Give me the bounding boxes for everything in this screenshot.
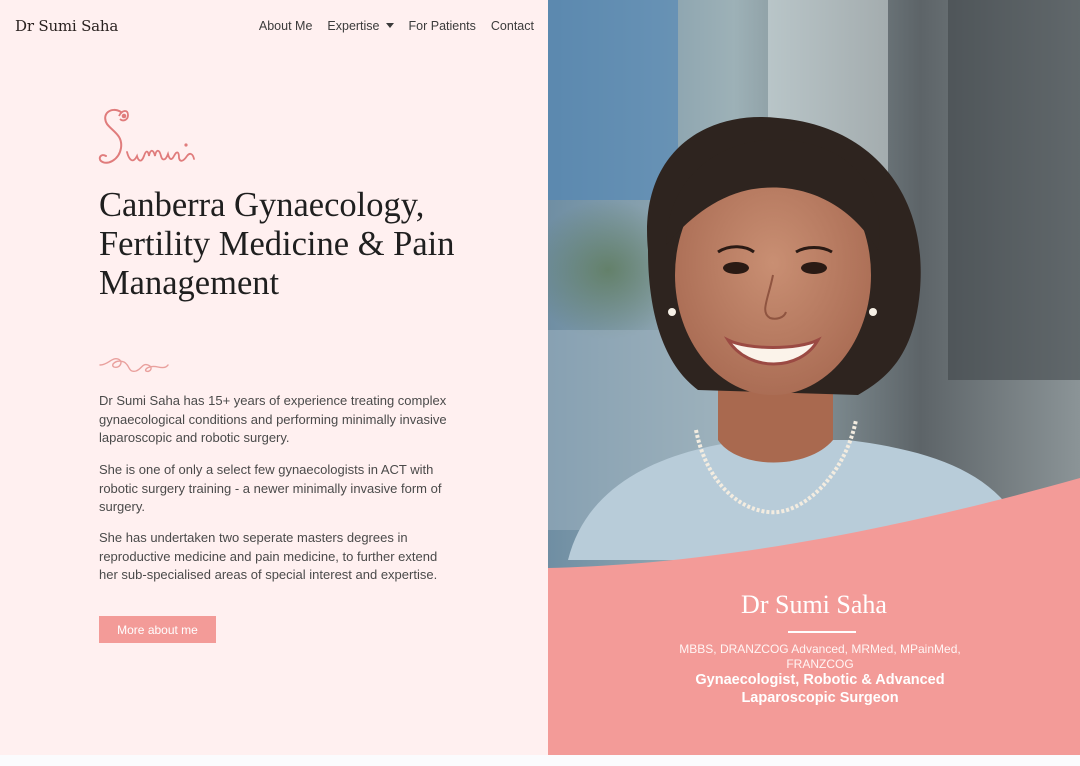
nav-for-patients[interactable]: For Patients bbox=[408, 19, 476, 33]
profile-role: Gynaecologist, Robotic & Advanced Laparoscopic Surgeon bbox=[695, 672, 945, 706]
profile-divider bbox=[788, 631, 856, 633]
nav-expertise-label: Expertise bbox=[327, 19, 380, 33]
nav-contact[interactable]: Contact bbox=[490, 19, 534, 33]
more-about-me-button[interactable]: More about me bbox=[99, 616, 216, 643]
intro-paragraph-3: She has undertaken two seperate masters degrees in reproductive medicine and pain medicine, to further extend her sub-specialised areas of special interest and expertise. bbox=[99, 530, 438, 582]
caret-down-icon bbox=[386, 23, 394, 28]
page-title: Canberra Gynaecology, Fertility Medicine & Pain Management bbox=[99, 186, 455, 302]
profile-name: Dr Sumi Saha bbox=[741, 590, 887, 619]
site-brand[interactable]: Dr Sumi Saha bbox=[15, 17, 119, 35]
main-nav bbox=[259, 19, 534, 33]
page-bottom-strip bbox=[0, 755, 1080, 766]
intro-paragraph-1: Dr Sumi Saha has 15+ years of experience treating complex gynaecological conditions and performing minimally invasive laparoscopic and robotic surgery. bbox=[99, 393, 447, 445]
intro-paragraph-2: She is one of only a select few gynaecologists in ACT with robotic surgery training - a newer minimally invasive form of surgery. bbox=[99, 462, 442, 514]
nav-expertise[interactable] bbox=[327, 19, 393, 33]
flourish-divider bbox=[98, 353, 170, 379]
sumi-script-logo bbox=[97, 104, 207, 178]
profile-qualifications: MBBS, DRANZCOG Advanced, MRMed, MPainMed, FRANZCOG bbox=[679, 642, 961, 671]
nav-about-me[interactable]: About Me bbox=[258, 19, 313, 33]
